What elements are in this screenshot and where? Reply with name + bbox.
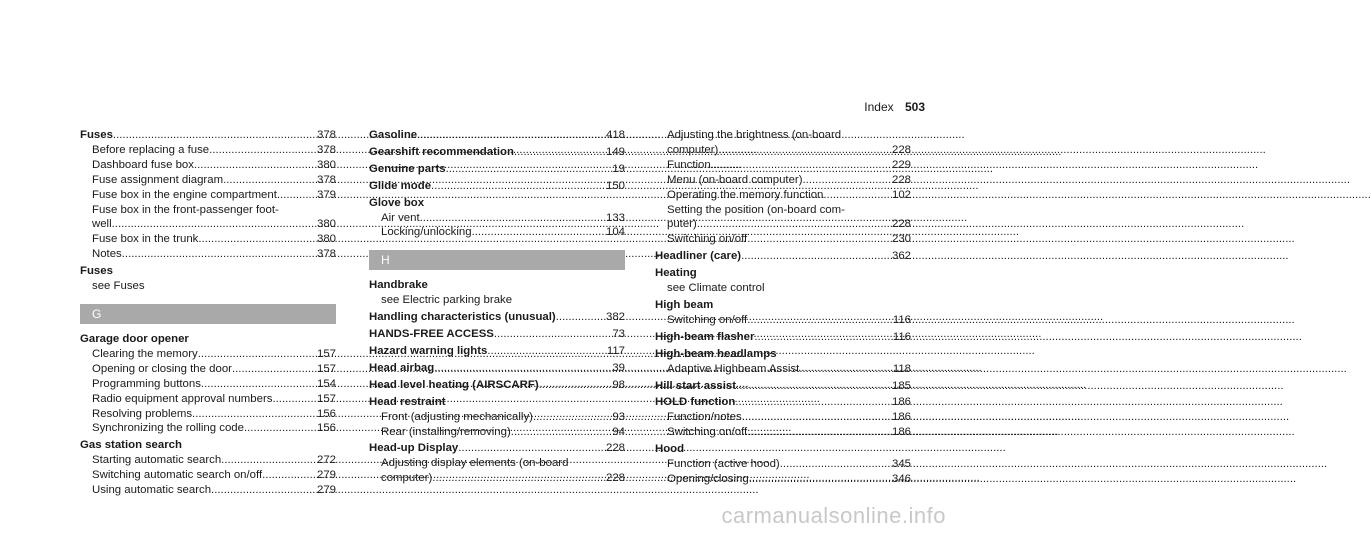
index-subterm	[80, 232, 336, 247]
index-entry	[369, 145, 625, 160]
subterm-text: Dashboard fuse box	[92, 158, 194, 171]
index-term	[655, 442, 911, 457]
page-ref: 149	[605, 145, 625, 158]
leader-dots	[192, 407, 314, 422]
page-number: 503	[904, 100, 925, 114]
index-term	[369, 327, 625, 342]
index-subterm	[80, 173, 336, 188]
leader-dots	[194, 158, 314, 173]
leader-dots	[803, 173, 889, 188]
page-ref: 116	[892, 313, 911, 326]
subterm-text: Function/notes	[667, 411, 742, 424]
page-ref: 93	[612, 410, 625, 423]
leader-dots	[799, 362, 890, 377]
index-subterm	[369, 456, 625, 471]
index-subterm	[655, 281, 911, 296]
term-text: Hood	[655, 443, 685, 456]
page-ref: 185	[891, 379, 911, 392]
index-subterm	[80, 483, 336, 498]
leader-dots	[718, 143, 889, 158]
index-subterm	[80, 143, 336, 158]
page-ref: 228	[605, 442, 625, 455]
subterm-text: Locking/unlocking	[381, 226, 472, 239]
subterm-text: Synchronizing the rolling code	[92, 422, 244, 435]
page-ref: 116	[892, 330, 911, 343]
index-subterm	[369, 293, 625, 308]
index-entry	[369, 395, 625, 440]
subterm-text: Programming buttons	[92, 377, 201, 390]
index-subterm	[80, 377, 336, 392]
page-ref: 186	[891, 396, 911, 409]
subterm-text: Function	[667, 158, 711, 171]
index-subterm	[655, 425, 911, 440]
leader-dots	[823, 188, 889, 203]
page-ref: 102	[891, 188, 911, 201]
index-subterm	[80, 362, 336, 377]
index-entry	[655, 249, 911, 264]
index-term	[369, 278, 625, 293]
term-text: Gearshift recommendation	[369, 145, 514, 158]
leader-dots	[201, 377, 314, 392]
leader-dots	[432, 471, 603, 486]
leader-dots	[511, 425, 610, 440]
term-text: HANDS-FREE ACCESS	[369, 328, 494, 341]
index-entry	[369, 179, 625, 194]
index-term	[369, 361, 625, 376]
subterm-text: Air vent	[381, 211, 420, 224]
leader-dots	[420, 211, 603, 226]
term-text: High-beam flasher	[655, 330, 755, 343]
leader-dots	[487, 344, 603, 359]
subterm-text: Fuse assignment diagram	[92, 173, 224, 186]
index-entry	[80, 128, 336, 262]
index-term	[80, 128, 336, 143]
leader-dots	[533, 410, 609, 425]
subterm-text: Switching on/off	[667, 426, 748, 439]
index-entry	[369, 327, 625, 342]
watermark: carmanualsonline.info	[721, 503, 946, 528]
page-ref: 228	[891, 173, 911, 186]
index-subterm	[80, 392, 336, 407]
index-term	[369, 395, 625, 410]
subterm-text: computer)	[667, 143, 719, 156]
leader-dots	[747, 425, 889, 440]
subterm-text: Adaptive Highbeam Assist	[667, 362, 800, 375]
index-entry	[80, 332, 336, 436]
leader-dots	[556, 310, 603, 325]
subterm-text: well	[92, 218, 112, 231]
leader-dots	[122, 247, 314, 262]
term-text: Headliner (care)	[655, 250, 742, 263]
subterm-text: Using automatic search	[92, 484, 212, 497]
index-entry	[369, 344, 625, 359]
subterm-text: Switching automatic search on/off	[92, 469, 263, 482]
subterm-text: Menu (on-board computer)	[667, 173, 803, 186]
index-subterm	[80, 407, 336, 422]
page-ref: 157	[316, 362, 336, 375]
page-ref: 186	[891, 411, 911, 424]
term-text: Head restraint	[369, 395, 446, 408]
page-ref: 380	[316, 233, 336, 246]
index-term	[369, 344, 625, 359]
subterm-text: Setting the position (on-board com-	[667, 203, 845, 216]
index-subterm	[80, 468, 336, 483]
index-subterm	[369, 471, 625, 486]
term-text: Glove box	[369, 196, 425, 209]
leader-dots	[747, 232, 889, 247]
index-term	[369, 179, 625, 194]
leader-dots	[198, 347, 314, 362]
index-column-2	[369, 128, 625, 488]
leader-dots	[539, 378, 610, 393]
index-subterm	[369, 211, 625, 226]
subterm-text: Switching on/off	[667, 313, 748, 326]
leader-dots	[446, 162, 610, 177]
subterm-text: Radio equipment approval numbers	[92, 392, 273, 405]
index-entry	[369, 310, 625, 325]
page-ref: 230	[891, 233, 911, 246]
section-letter-header: G	[80, 304, 336, 324]
leader-dots	[232, 362, 314, 377]
leader-dots	[434, 361, 609, 376]
page-ref: 380	[316, 158, 336, 171]
term-text: Fuses	[80, 265, 113, 278]
leader-dots	[272, 392, 314, 407]
leader-dots	[244, 421, 314, 436]
leader-dots	[472, 225, 603, 240]
leader-dots	[209, 143, 314, 158]
index-entry	[369, 196, 625, 241]
index-entry	[655, 442, 911, 487]
subterm-text: Fuse box in the front-passenger foot-	[92, 203, 279, 216]
page-ref: 378	[316, 143, 336, 156]
index-subterm	[655, 143, 911, 158]
page-ref: 19	[612, 162, 625, 175]
index-subterm	[655, 232, 911, 247]
index-subterm	[369, 225, 625, 240]
index-subterm	[80, 203, 336, 218]
page-ref: 380	[316, 218, 336, 231]
leader-dots	[711, 158, 889, 173]
term-text: Heating	[655, 267, 697, 280]
page-ref: 362	[891, 250, 911, 263]
page-ref: 228	[891, 218, 911, 231]
leader-dots	[458, 441, 603, 456]
term-text: Head level heating (AIRSCARF)	[369, 378, 539, 391]
leader-dots	[113, 128, 314, 143]
leader-dots	[754, 330, 889, 345]
term-text: Hazard warning lights	[369, 344, 488, 357]
page-ref: 378	[316, 173, 336, 186]
leader-dots	[431, 179, 603, 194]
index-subterm	[80, 158, 336, 173]
index-subterm	[655, 457, 911, 472]
index-subterm	[369, 410, 625, 425]
index-entry	[369, 361, 625, 376]
page-ref: 39	[612, 361, 625, 374]
term-text: HOLD function	[655, 396, 736, 409]
index-entry	[655, 266, 911, 296]
leader-dots	[747, 313, 890, 328]
index-term	[369, 310, 625, 325]
page-ref: 228	[605, 472, 625, 485]
subterm-text: Switching on/off	[667, 233, 748, 246]
index-entry	[655, 379, 911, 394]
page-ref: 156	[316, 422, 336, 435]
index-term	[80, 264, 336, 279]
index-entry	[369, 128, 625, 143]
term-text: Handbrake	[369, 279, 428, 292]
index-subterm	[655, 472, 911, 487]
index-entry	[655, 128, 911, 247]
index-subterm	[655, 158, 911, 173]
term-text: Gas station search	[80, 439, 182, 452]
index-term	[655, 347, 911, 362]
subterm-text: Front (adjusting mechanically)	[381, 410, 533, 423]
index-entry	[369, 162, 625, 177]
leader-dots	[277, 188, 314, 203]
index-entry	[655, 347, 911, 377]
term-text: Head airbag	[369, 361, 435, 374]
index-term	[655, 379, 911, 394]
subterm-text: Function (active hood)	[667, 458, 780, 471]
index-subterm	[655, 203, 911, 218]
page-ref: 378	[316, 129, 336, 141]
index-term	[80, 332, 336, 347]
subterm-text: Rear (installing/removing)	[381, 425, 511, 438]
index-subterm	[80, 247, 336, 262]
index-entry	[369, 441, 625, 486]
subterm-text: Fuse box in the engine compartment	[92, 188, 277, 201]
term-text: Handling characteristics (unusual)	[369, 311, 556, 324]
index-subterm	[655, 128, 911, 143]
leader-dots	[742, 410, 889, 425]
leader-dots	[198, 232, 314, 247]
leader-dots	[112, 217, 314, 232]
subterm-text: computer)	[381, 472, 433, 485]
index-subterm	[655, 217, 911, 232]
page-ref: 98	[612, 378, 625, 391]
subterm-text: see Climate control	[667, 282, 765, 295]
page-ref: 157	[316, 347, 336, 360]
index-subterm	[655, 362, 911, 377]
index-term	[655, 330, 911, 345]
index-entry	[80, 438, 336, 498]
subterm-text: Starting automatic search	[92, 454, 222, 467]
page-ref: 382	[605, 311, 625, 324]
leader-dots	[223, 173, 314, 188]
index-subterm	[80, 347, 336, 362]
page-ref: 94	[612, 425, 625, 438]
page-ref: 378	[316, 248, 336, 261]
subterm-text: Adjusting display elements (on-board	[381, 457, 569, 470]
subterm-text: Clearing the memory	[92, 347, 198, 360]
subterm-text: Resolving problems	[92, 407, 193, 420]
index-term	[655, 298, 911, 313]
page-ref: 345	[891, 458, 911, 471]
subterm-text: Adjusting the brightness (on-board	[667, 129, 842, 141]
subterm-text: Fuse box in the trunk	[92, 233, 199, 246]
leader-dots	[697, 217, 889, 232]
index-subterm	[655, 313, 911, 328]
leader-dots	[749, 472, 889, 487]
subterm-text: Before replacing a fuse	[92, 143, 210, 156]
subterm-text: Opening/closing	[667, 472, 749, 485]
leader-dots	[211, 483, 314, 498]
index-subterm	[369, 425, 625, 440]
page-ref: 118	[892, 362, 911, 375]
term-text: Genuine parts	[369, 162, 446, 175]
subterm-text: see Fuses	[92, 280, 145, 293]
index-entry	[369, 378, 625, 393]
page-ref: 228	[891, 143, 911, 156]
index-entry	[655, 395, 911, 440]
index-entry	[80, 264, 336, 294]
page-ref: 150	[605, 179, 625, 192]
leader-dots	[221, 453, 314, 468]
index-term	[655, 249, 911, 264]
subterm-text: see Electric parking brake	[381, 294, 513, 307]
term-text: Gasoline	[369, 129, 418, 141]
section-letter-header: H	[369, 250, 625, 270]
index-subterm	[655, 410, 911, 425]
index-term	[655, 266, 911, 281]
header-title: Index	[864, 100, 894, 114]
subterm-text: puter)	[667, 218, 697, 231]
term-text: Garage door opener	[80, 332, 189, 345]
index-term	[655, 395, 911, 410]
leader-dots	[735, 395, 889, 410]
page-ref: 154	[316, 377, 336, 390]
index-term	[369, 162, 625, 177]
leader-dots	[417, 128, 603, 143]
index-subterm	[80, 217, 336, 232]
term-text: Glide mode	[369, 179, 432, 192]
page-ref: 229	[891, 158, 911, 171]
index-term	[369, 145, 625, 160]
page-ref: 117	[606, 344, 625, 357]
index-subterm	[80, 279, 336, 294]
subterm-text: Notes	[92, 248, 122, 261]
index-entry	[369, 278, 625, 308]
term-text: Hill start assist	[655, 379, 737, 392]
term-text: High beam	[655, 298, 714, 311]
page-ref: 157	[316, 392, 336, 405]
index-entry	[655, 298, 911, 328]
index-subterm	[80, 188, 336, 203]
index-column-1	[80, 128, 336, 500]
index-term	[369, 378, 625, 393]
page-ref: 186	[891, 426, 911, 439]
leader-dots	[780, 457, 889, 472]
page-ref: 379	[316, 188, 336, 201]
leader-dots	[262, 468, 314, 483]
page-ref: 104	[605, 226, 625, 239]
index-subterm	[80, 453, 336, 468]
page-header	[864, 100, 925, 114]
page-ref: 73	[612, 328, 625, 341]
index-subterm	[655, 173, 911, 188]
leader-dots	[514, 145, 603, 160]
page-ref: 156	[316, 407, 336, 420]
term-text: High-beam headlamps	[655, 347, 777, 360]
subterm-text: Opening or closing the door	[92, 362, 232, 375]
page-ref: 133	[605, 211, 625, 224]
leader-dots	[741, 249, 889, 264]
index-term	[369, 128, 625, 143]
leader-dots	[494, 327, 609, 342]
index-term	[80, 438, 336, 453]
page-ref: 279	[316, 469, 336, 482]
page-ref: 272	[316, 454, 336, 467]
index-entry	[655, 330, 911, 345]
page-ref: 346	[891, 472, 911, 485]
term-text: Head-up Display	[369, 442, 459, 455]
index-term	[369, 196, 625, 211]
subterm-text: Operating the memory function	[667, 188, 824, 201]
page-ref: 279	[316, 484, 336, 497]
index-term	[369, 441, 625, 456]
index-column-3	[655, 128, 911, 489]
term-text: Fuses	[80, 129, 113, 141]
page-ref: 418	[605, 129, 625, 141]
index-subterm	[655, 188, 911, 203]
leader-dots	[736, 379, 889, 394]
index-subterm	[80, 421, 336, 436]
